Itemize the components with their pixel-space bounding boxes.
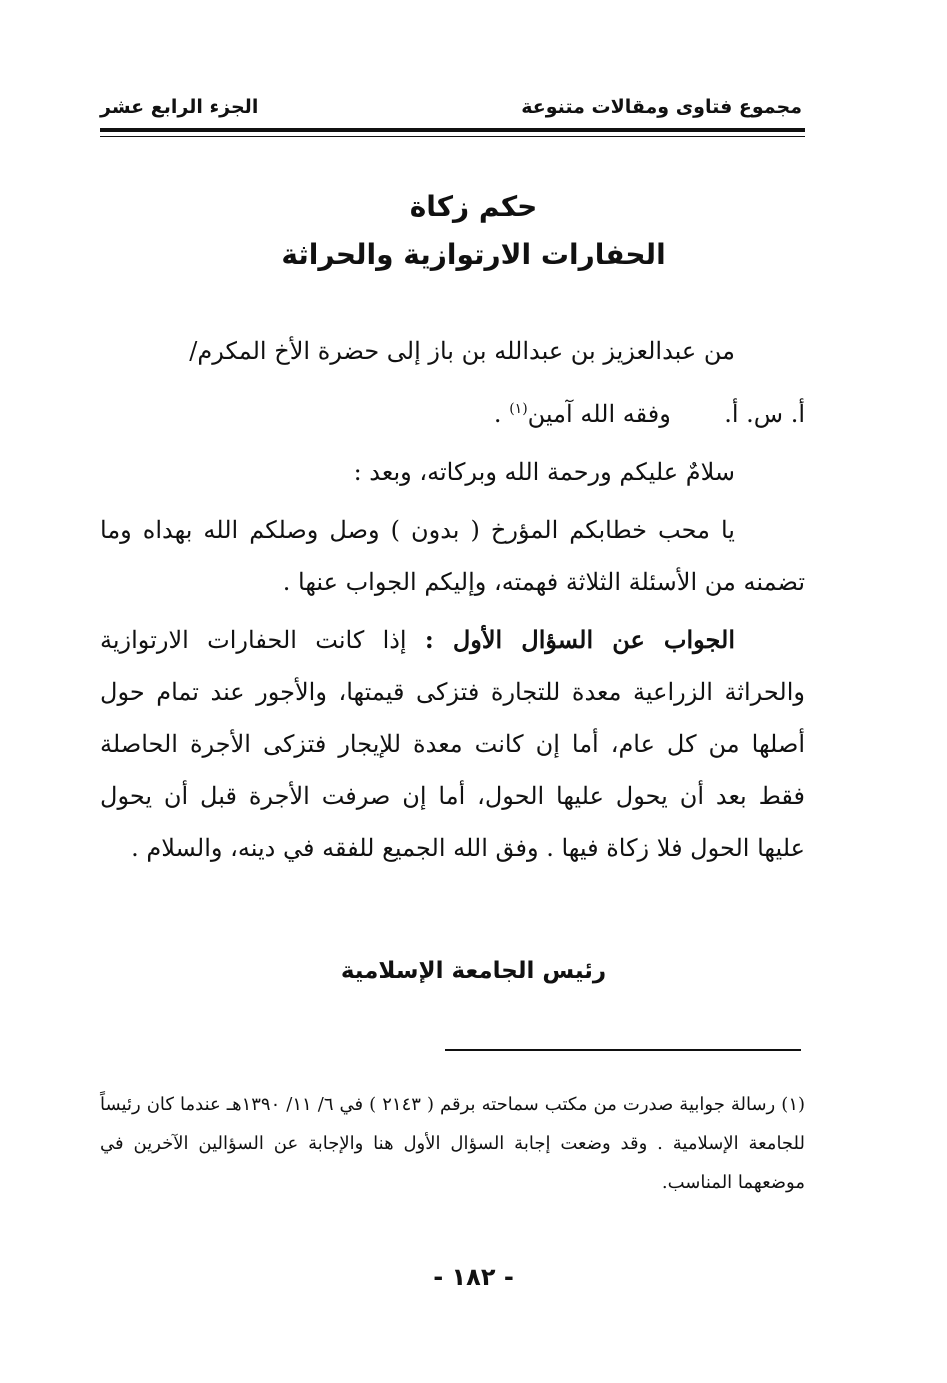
signature-line: رئيس الجامعة الإسلامية [340,958,607,984]
article-title-line2: الحفارات الارتوازية والحراثة [281,238,666,271]
addressee-initials: أ. س. أ. [724,400,805,428]
answer-paragraph [100,614,805,874]
address-line: من عبدالعزيز بن عبدالله بن باز إلى حضرة الأخ المكرم/ [189,337,735,365]
running-header-volume: الجزء الرابع عشر [100,96,259,118]
greeting-paragraph: سلامٌ عليكم ورحمة الله وبركاته، وبعد : [353,458,735,486]
answer-label: الجواب عن السؤال الأول : [424,625,735,654]
footnote-text: (١) رسالة جوابية صدرت من مكتب سماحته برقم ( ٢١٤٣ ) في ٦/ ١١/ ١٣٩٠هـ عندما كان رئيساً للجامعة الإسلامية . وقد وضعت إجابة السؤال الأول هنا والإجابة عن السؤالين الآخرين في موضعهما المناسب. [100,1094,806,1193]
addressee-line: أ. س. أ. وفقه الله آمين$^{(١)}$ . [493,400,805,428]
running-header-title: مجموع فتاوى ومقالات متنوعة [521,96,802,118]
article-body [100,325,805,880]
addressee-blessing: وفقه الله آمين [527,400,671,428]
header-rule-thick [100,128,805,132]
footnote-rule [445,1049,801,1051]
article-title-line1: حكم زكاة [409,190,538,223]
footnote [100,1085,805,1202]
page-number: - ١٨٢ - [433,1263,514,1291]
footnote-marker: (١) [509,401,528,417]
header-rule-thin [100,136,805,137]
answer-text: إذا كانت الحفارات الارتوازية والحراثة الزراعية معدة للتجارة فتزكى قيمتها، والأجور عند تمام حول أصلها من كل عام، أما إن كانت معدة للإيجار فتزكى الأجرة الحاصلة فقط بعد أن يحول عليها الحول، أما إن صرفت الأجرة قبل أن يحول عليها الحول فلا زكاة فيها . وفق الله الجميع للفقه في دينه، والسلام . [100,626,805,862]
intro-paragraph: يا محب خطابكم المؤرخ ( بدون ) وصل وصلكم الله بهداه وما تضمنه من الأسئلة الثلاثة فهمته، وإليكم الجواب عنها . [100,516,805,596]
